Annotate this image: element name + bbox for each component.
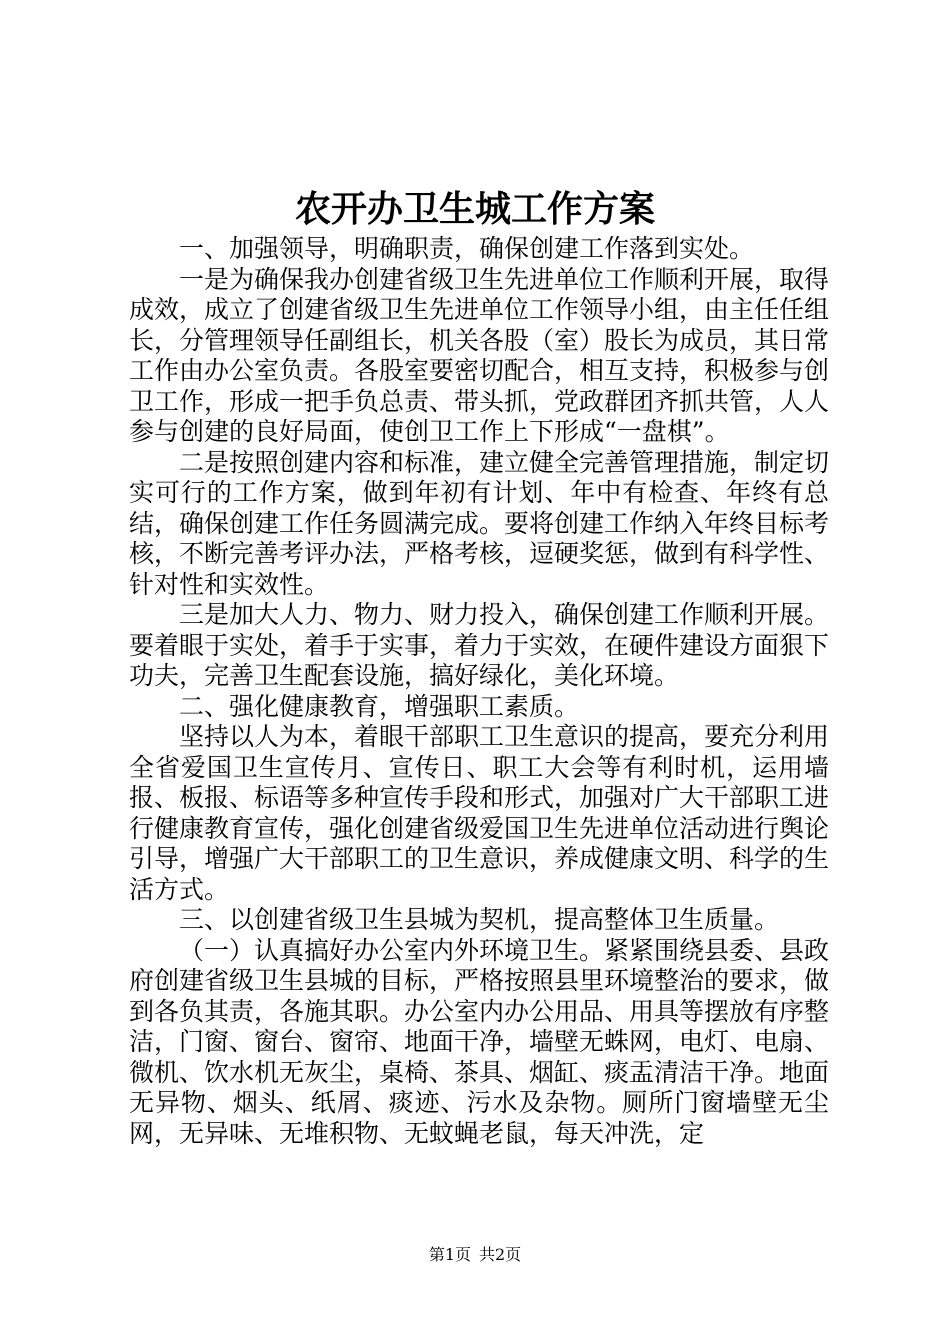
document-body [129,234,829,1149]
paragraph: （一）认真搞好办公室内外环境卫生。紧紧围绕县委、县政府创建省级卫生县城的目标，严格按照县里环境整治的要求，做到各负其责，各施其职。办公室内办公用品、用具等摆放有序整洁，门窗、窗台、窗帘、地面干净，墙壁无蛛网，电灯、电扇、微机、饮水机无灰尘，桌椅、茶具、烟缸、痰盂清洁干净。地面无异物、烟头、纸屑、痰迹、污水及杂物。厕所门窗墙壁无尘网，无异味、无堆积物、无蚊蝇老鼠，每天冲洗，定 [129,935,830,1148]
paragraph: 二、强化健康教育，增强职工素质。 [179,691,580,721]
paragraph: 一、加强领导，明确职责，确保创建工作落到实处。 [179,234,755,263]
paragraph: 一是为确保我办创建省级卫生先进单位工作顺利开展，取得成效，成立了创建省级卫生先进单位工作领导小组，由主任任组长，分管理领导任副组长，机关各股（室）股长为成员，其日常工作由办公室负责。各股室要密切配合，相互支持，积极参与创卫工作，形成一把手负总责、带头抓，党政群团齐抓共管，人人参与创建的良好局面，使创卫工作上下形成“一盘棋”。 [129,264,830,446]
paragraph: 坚持以人为本，着眼干部职工卫生意识的提高，要充分利用全省爱国卫生宣传月、宣传日、职工大会等有利时机，运用墙报、板报、标语等多种宣传手段和形式，加强对广大干部职工进行健康教育宣传，强化创建省级爱国卫生先进单位活动进行舆论引导，增强广大干部职工的卫生意识，养成健康文明、科学的生活方式。 [129,722,830,904]
page-total: 共2页 [479,1245,522,1264]
page-number: 第1页 [428,1245,471,1264]
paragraph: 三、以创建省级卫生县城为契机，提高整体卫生质量。 [179,905,780,934]
paragraph: 二是按照创建内容和标准，建立健全完善管理措施，制定切实可行的工作方案，做到年初有计划、年中有检查、年终有总结，确保创建工作任务圆满完成。要将创建工作纳入年终目标考核，不断完善考评办法，严格考核，逗硬奖惩，做到有科学性、针对性和实效性。 [129,447,830,599]
paragraph: 三是加大人力、物力、财力投入，确保创建工作顺利开展。要着眼于实处，着手于实事，着力于实效，在硬件建设方面狠下功夫，完善卫生配套设施，搞好绿化，美化环境。 [129,600,830,690]
page-footer [0,1244,950,1266]
document-title: 农开办卫生城工作方案 [294,188,655,230]
